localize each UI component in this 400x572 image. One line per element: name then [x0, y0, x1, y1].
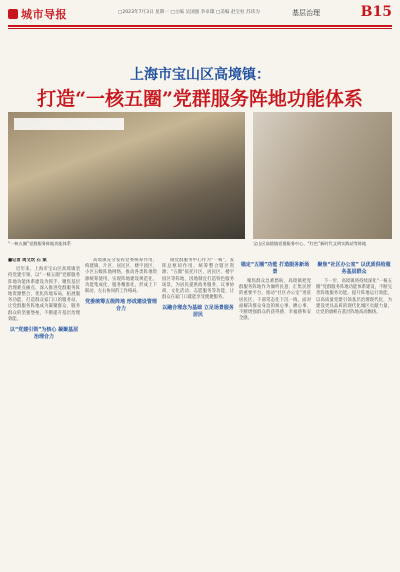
- page-number: B15: [360, 4, 392, 20]
- subhead-2: 党委统筹五级阵地 形成建设管理合力: [85, 299, 157, 312]
- main-photo-caption: “一核五圈”党群服务阵地功能体系: [8, 241, 71, 246]
- photo-overlay: [14, 118, 124, 130]
- secondary-photo-caption: 宝山区高境镇党群服务中心、“红色”新时代文明实践站等阵地: [253, 241, 367, 246]
- secondary-photo: [253, 112, 392, 239]
- issue-meta: □2023年7月3日 星期一 □主编 吴国强 李卓璨 □美编 赵宝柱 苏玮为: [118, 10, 260, 15]
- subhead-3: 以融合理念为基础 立足场景服务居民: [162, 305, 234, 318]
- column-text: 下一步，高境镇将持续深化“一核五圈”党群服务阵地功能体系建设，不断完善阵地服务功能，提升阵地运行效能，以高质量党建引领基层治理现代化，为建设更具品质的现代化城区贡献力量，让党的旗帜在基层阵地高高飘扬。: [316, 279, 392, 316]
- column-text: 近年来，上海市宝山区高境镇坚持党建引领，以“一核五圈”党群服务阵地功能体系建设为抓手，聚焦基层治理难点痛点，深入推进党群服务阵地资源整合，优化阵地布局，拓展服务功能，打造群众家门口的服务站，让党群服务阵地成为凝聚群众、服务群众的坚强堡垒，不断提升基层治理效能。: [8, 267, 80, 322]
- brand-logo-icon: [8, 9, 18, 19]
- subhead-4: 锚定“五圈”功能 打造服务新场景: [240, 262, 310, 275]
- column-text: 聚焦群众急难愁盼，高境镇把党群服务阵地作为倾听民意、汇集民智的重要平台，推动“社区办公室”进驻居民区，干部常态化下沉一线，面对面解决群众身边的烦心事、揪心事，不断增强群众的获得感、幸福感和安全感。: [239, 279, 311, 322]
- article-column-1: [8, 258, 80, 344]
- subhead-5: 聚焦“社区办公室” 以优质供给服务基层群众: [317, 262, 391, 275]
- main-photo: [8, 112, 245, 239]
- article-column-2: [85, 258, 157, 316]
- header-rule-thin: [8, 28, 392, 29]
- article-column-5: [316, 258, 392, 318]
- column-text: 高境镇充分发挥党委统筹作用，构建镇、片区、居民区、楼宇园区、小区五级阵地网络，推动各类阵地资源统筹使用，实现阵地建设规范化、功能集成化、服务精准化，形成上下联动、左右协同的工作格局。: [85, 258, 157, 295]
- column-text: 镇党群服务中心作为“一核”，发挥总枢纽作用，统筹整合辖区资源；“五圈”依托片区、居民区、楼宇园区等阵地，因地制宜打造特色服务场景，为居民提供政务服务、议事协商、文化活动、志愿服务等功能，让群众在家门口就能享受便捷服务。: [162, 258, 234, 301]
- article-column-3: [162, 258, 234, 322]
- newspaper-brand: [8, 6, 67, 22]
- article-kicker: 上海市宝山区高境镇：: [130, 67, 270, 83]
- article-column-4: [239, 258, 311, 324]
- byline: ■记者 周文坎 石 斌: [8, 258, 47, 263]
- brand-name: 城市导报: [21, 8, 67, 21]
- masthead: [0, 0, 400, 24]
- article-headline: 打造“一核五圈”党群服务阵地功能体系: [37, 88, 363, 110]
- header-rule: [8, 25, 392, 27]
- section-name: 基层治理: [292, 9, 320, 17]
- subhead-1: 以“党建引领”为核心 凝聚基层治理合力: [9, 327, 79, 340]
